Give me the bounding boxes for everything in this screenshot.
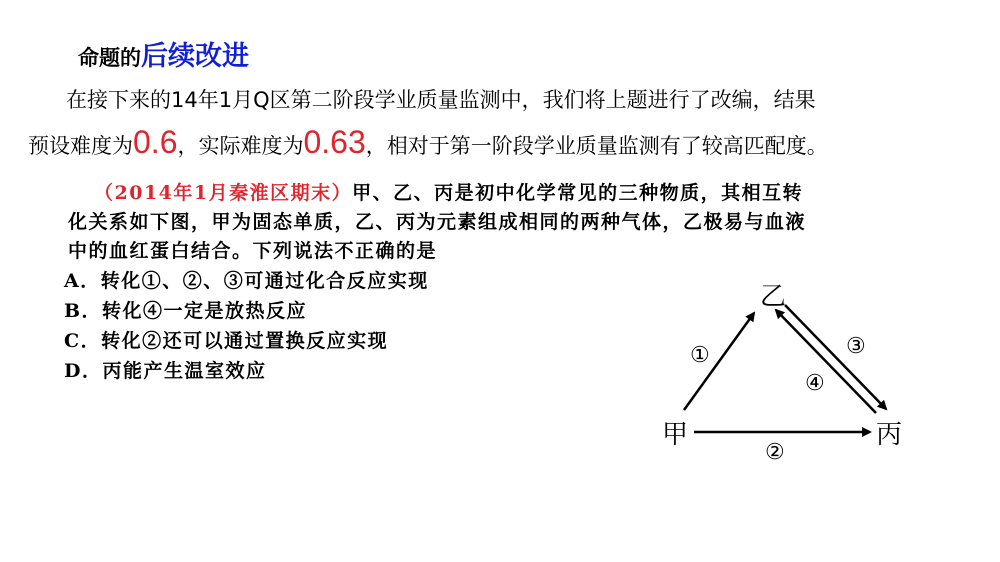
heading-prefix: 命题的 (78, 46, 141, 70)
option-a: A．转化①、②、③可通过化合反应实现 (64, 270, 429, 292)
question-source: （2014年1月秦淮区期末） (94, 182, 353, 204)
intro-text-b: ，实际难度为 (177, 134, 304, 158)
arrow-2-label: ② (765, 440, 785, 465)
arrow-4-label: ④ (805, 371, 825, 396)
heading-main: 后续改进 (141, 41, 249, 72)
node-bing: 丙 (876, 420, 903, 450)
conversion-diagram (650, 275, 920, 475)
arrow-3-label: ③ (846, 334, 866, 359)
preset-difficulty: 0.6 (133, 124, 178, 160)
actual-difficulty: 0.63 (303, 124, 366, 160)
node-jia: 甲 (662, 420, 689, 450)
option-b: B．转化④一定是放热反应 (64, 300, 308, 322)
intro-text-c: ，相对于第一阶段学业质量监测有了较高匹配度。 (365, 134, 828, 158)
intro-text-a: 预设难度为 (28, 134, 133, 158)
slide-heading (78, 34, 249, 73)
question-text-1: 甲、乙、丙是初中化学常见的三种物质，其相互转 (352, 182, 804, 204)
arrow-3 (785, 305, 886, 409)
intro-line-2 (28, 124, 973, 161)
arrow-1-label: ① (690, 343, 710, 368)
intro-line-1: 在接下来的14年1月Q区第二阶段学业质量监测中，我们将上题进行了改编，结果 (66, 88, 816, 112)
option-c: C．转化②还可以通过置换反应实现 (64, 330, 389, 352)
question-line-3: 中的血红蛋白结合。下列说法不正确的是 (68, 240, 438, 262)
arrow-4 (776, 310, 876, 413)
question-line-2: 化关系如下图，甲为固态单质，乙、丙为元素组成相同的两种气体，乙极易与血液 (68, 211, 807, 233)
question-line-1 (94, 178, 803, 205)
node-yi: 乙 (760, 282, 787, 312)
option-d: D．丙能产生温室效应 (64, 360, 267, 382)
